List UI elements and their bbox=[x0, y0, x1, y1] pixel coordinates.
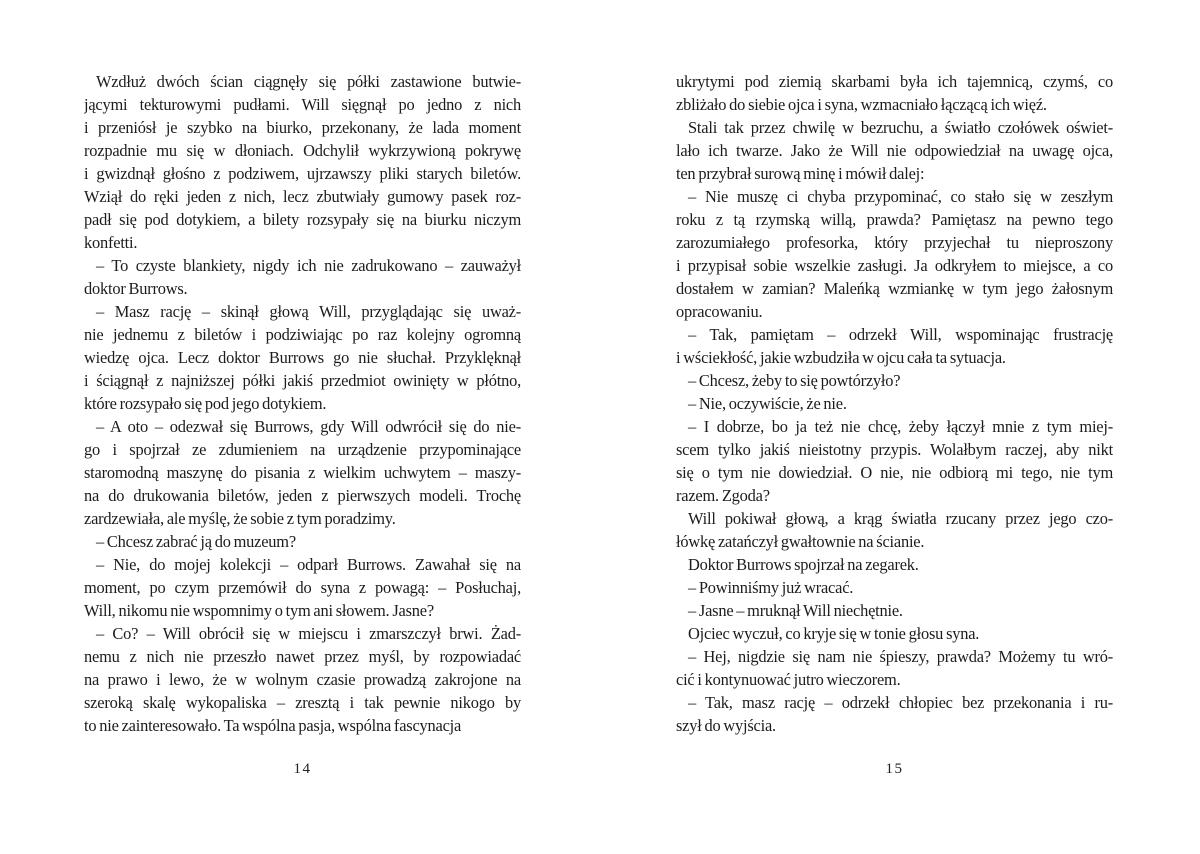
paragraph bbox=[676, 185, 1113, 323]
page-number-right: 15 bbox=[885, 761, 904, 777]
text-line: Will pokiwał głową, a krąg światła rzucany przez jego czo- bbox=[688, 509, 1113, 528]
paragraph bbox=[84, 415, 521, 530]
page-left-text bbox=[84, 70, 521, 737]
paragraph bbox=[676, 576, 1113, 599]
text-line: scem tylko jakiś nieistotny przypis. Wolałbym raczej, aby nikt bbox=[676, 440, 1113, 459]
page-left bbox=[84, 0, 521, 854]
text-line: szeroką skalę wykopaliska – zresztą i tak pewnie nikogo by bbox=[84, 693, 521, 712]
paragraph bbox=[676, 622, 1113, 645]
paragraph bbox=[84, 254, 521, 300]
text-line: staromodną maszynę do pisania z wielkim uchwytem – maszy- bbox=[84, 463, 521, 482]
text-line: Ojciec wyczuł, co kryje się w tonie głosu syna. bbox=[688, 624, 980, 643]
text-line: padł się pod dotykiem, a bilety rozsypały się na biurku niczym bbox=[84, 210, 521, 229]
paragraph bbox=[676, 415, 1113, 507]
text-line: nemu z nich nie przeszło nawet przez myśl, by rozpowiadać bbox=[84, 647, 521, 666]
text-line: zardzewiała, ale myślę, że sobie z tym poradzimy. bbox=[84, 509, 396, 528]
paragraph bbox=[676, 553, 1113, 576]
text-line: Wzdłuż dwóch ścian ciągnęły się półki zastawione butwie- bbox=[96, 72, 521, 91]
paragraph bbox=[676, 645, 1113, 691]
text-line: łówkę zatańczył gwałtownie na ścianie. bbox=[676, 532, 925, 551]
paragraph bbox=[676, 116, 1113, 185]
text-line: – Nie, do mojej kolekcji – odparł Burrows. Zawahał się na bbox=[96, 555, 521, 574]
paragraph bbox=[84, 70, 521, 254]
paragraph bbox=[676, 392, 1113, 415]
text-line: – Chcesz zabrać ją do muzeum? bbox=[96, 532, 296, 551]
text-line: – Tak, pamiętam – odrzekł Will, wspominając frustrację bbox=[688, 325, 1113, 344]
page-right bbox=[676, 0, 1113, 854]
text-line: jącymi tekturowymi pudłami. Will sięgnął po jedno z nich bbox=[84, 95, 521, 114]
text-line: zbliżało do siebie ojca i syna, wzmacniało łączącą ich więź. bbox=[676, 95, 1047, 114]
text-line: Doktor Burrows spojrzał na zegarek. bbox=[688, 555, 919, 574]
text-line: lało ich twarze. Jako że Will nie odpowiedział na uwagę ojca, bbox=[676, 141, 1113, 160]
text-line: i gwizdnął głośno z podziwem, ujrzawszy pliki starych biletów. bbox=[84, 164, 521, 183]
text-line: szył do wyjścia. bbox=[676, 716, 776, 735]
paragraph bbox=[676, 599, 1113, 622]
text-line: go i spojrzał ze zdumieniem na urządzenie przypominające bbox=[84, 440, 521, 459]
paragraph bbox=[84, 553, 521, 622]
text-line: wiedzę ojca. Lecz doktor Burrows go nie słuchał. Przyklęknął bbox=[84, 348, 521, 367]
paragraph bbox=[676, 70, 1113, 116]
text-line: na do drukowania biletów, jeden z pierwszych modeli. Trochę bbox=[84, 486, 521, 505]
text-line: doktor Burrows. bbox=[84, 279, 188, 298]
text-line: – A oto – odezwał się Burrows, gdy Will odwrócił się do nie- bbox=[96, 417, 521, 436]
text-line: – Jasne – mruknął Will niechętnie. bbox=[688, 601, 903, 620]
text-line: – Co? – Will obrócił się w miejscu i zmarszczył brwi. Żad- bbox=[96, 624, 521, 643]
paragraph bbox=[84, 530, 521, 553]
page-number-left: 14 bbox=[293, 761, 312, 777]
text-line: moment, po czym przemówił do syna z powagą: – Posłuchaj, bbox=[84, 578, 521, 597]
paragraph bbox=[676, 323, 1113, 369]
text-line: konfetti. bbox=[84, 233, 138, 252]
text-line: – Chcesz, żeby to się powtórzyło? bbox=[688, 371, 901, 390]
text-line: zarozumiałego profesorka, który przyjechał tu nieproszony bbox=[676, 233, 1113, 252]
text-line: rozpadnie mu się w dłoniach. Odchylił wykrzywioną pokrywę bbox=[84, 141, 521, 160]
text-line: to nie zainteresowało. Ta wspólna pasja, wspólna fascynacja bbox=[84, 716, 462, 735]
text-line: razem. Zgoda? bbox=[676, 486, 770, 505]
paragraph bbox=[676, 691, 1113, 737]
text-line: ukrytymi pod ziemią skarbami była ich tajemnicą, czymś, co bbox=[676, 72, 1113, 91]
text-line: dostałem w zamian? Maleńką wzmiankę w tym jego żałosnym bbox=[676, 279, 1113, 298]
text-line: opracowaniu. bbox=[676, 302, 763, 321]
text-line: nie jednemu z biletów i podziwiając po raz kolejny ogromną bbox=[84, 325, 521, 344]
text-line: i przypisał sobie wszelkie zasługi. Ja odkryłem to miejsce, a co bbox=[676, 256, 1113, 275]
text-line: i przeniósł je szybko na biurko, przekonany, że lada moment bbox=[84, 118, 521, 137]
text-line: – Nie, oczywiście, że nie. bbox=[688, 394, 847, 413]
text-line: i wściekłość, jakie wzbudziła w ojcu cała ta sytuacja. bbox=[676, 348, 1006, 367]
text-line: się o tym nie dowiedział. O nie, nie odbiorą mi tego, nie tym bbox=[676, 463, 1113, 482]
text-line: i ściągnął z najniższej półki jakiś przedmiot owinięty w płótno, bbox=[84, 371, 521, 390]
text-line: – I dobrze, bo ja też nie chcę, żeby łączył mnie z tym miej- bbox=[688, 417, 1113, 436]
text-line: ten przybrał surową minę i mówił dalej: bbox=[676, 164, 925, 183]
paragraph bbox=[676, 507, 1113, 553]
text-line: – Nie muszę ci chyba przypominać, co stało się w zeszłym bbox=[688, 187, 1113, 206]
text-line: Stali tak przez chwilę w bezruchu, a światło czołówek oświet- bbox=[688, 118, 1113, 137]
text-line: cić i kontynuować jutro wieczorem. bbox=[676, 670, 901, 689]
page-right-text bbox=[676, 70, 1113, 737]
paragraph bbox=[84, 622, 521, 737]
text-line: – Hej, nigdzie się nam nie śpieszy, prawda? Możemy tu wró- bbox=[688, 647, 1113, 666]
text-line: które rozsypało się pod jego dotykiem. bbox=[84, 394, 327, 413]
paragraph bbox=[676, 369, 1113, 392]
text-line: – Powinniśmy już wracać. bbox=[688, 578, 854, 597]
text-line: – Tak, masz rację – odrzekł chłopiec bez przekonania i ru- bbox=[688, 693, 1113, 712]
text-line: – To czyste blankiety, nigdy ich nie zadrukowano – zauważył bbox=[96, 256, 521, 275]
text-line: Wziął do ręki jeden z nich, lecz zbutwiały gumowy pasek roz- bbox=[84, 187, 521, 206]
text-line: roku z tą rzymską willą, prawda? Pamiętasz na pewno tego bbox=[676, 210, 1113, 229]
paragraph bbox=[84, 300, 521, 415]
text-line: – Masz rację – skinął głową Will, przyglądając się uważ- bbox=[96, 302, 521, 321]
text-line: na prawo i lewo, że w wolnym czasie prowadzą zakrojone na bbox=[84, 670, 521, 689]
text-line: Will, nikomu nie wspomnimy o tym ani słowem. Jasne? bbox=[84, 601, 434, 620]
